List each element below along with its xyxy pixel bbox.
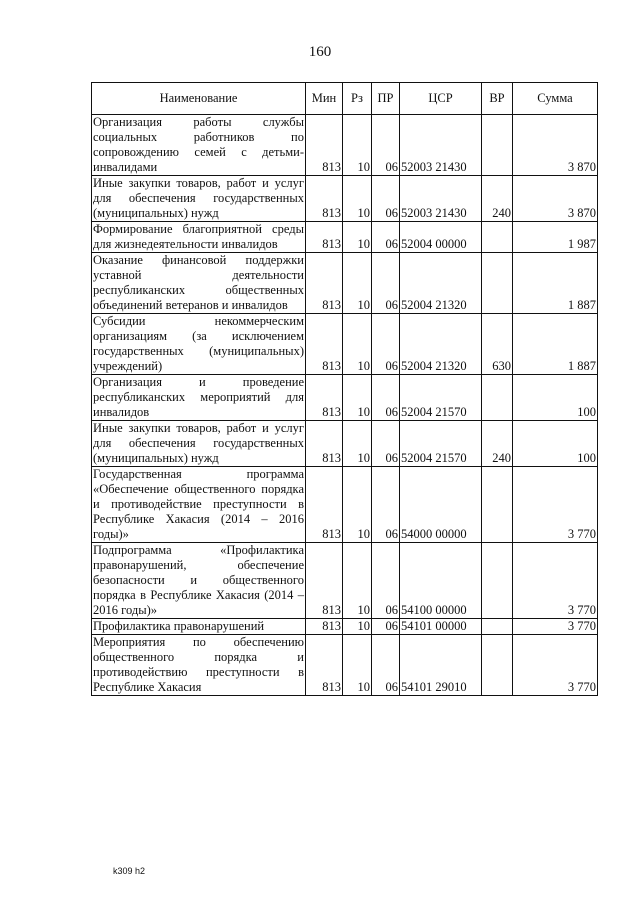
header-sum: Сумма: [513, 83, 598, 115]
row-min: 813: [306, 619, 343, 635]
row-csr: 54101 00000: [400, 619, 482, 635]
table-row: [92, 467, 598, 543]
table-row: [92, 635, 598, 696]
header-min: Мин: [306, 83, 343, 115]
row-name: Иные закупки товаров, работ и услуг для обеспечения государственных (муниципальных) нужд: [93, 421, 304, 465]
row-min: 813: [306, 543, 343, 619]
row-name: Иные закупки товаров, работ и услуг для обеспечения государственных (муниципальных) нужд: [93, 176, 304, 220]
page-number: 160: [308, 44, 332, 60]
row-rz: 10: [343, 314, 372, 375]
row-name: Профилактика правонарушений: [92, 619, 306, 635]
row-pr: 06: [372, 253, 400, 314]
row-name: Мероприятия по обеспечению общественного порядка и противодействию преступности в Республике Хакасия: [93, 635, 304, 694]
row-pr: 06: [372, 314, 400, 375]
row-rz: 10: [343, 467, 372, 543]
row-min: 813: [306, 314, 343, 375]
table-row: [92, 619, 598, 635]
row-min: 813: [306, 375, 343, 421]
row-csr: 52004 21320: [400, 253, 482, 314]
row-pr: 06: [372, 635, 400, 696]
table-row: [92, 421, 598, 467]
row-vr: [482, 619, 513, 635]
row-vr: 240: [482, 421, 513, 467]
row-sum: 100: [513, 375, 598, 421]
row-pr: 06: [372, 176, 400, 222]
row-min: 813: [306, 176, 343, 222]
row-csr: 52004 21570: [400, 375, 482, 421]
budget-table: [91, 82, 598, 696]
row-name: Государственная программа «Обеспечение общественного порядка и противодействие преступности в Республике Хакасия (2014 – 2016 годы)»: [93, 467, 304, 541]
row-name: Оказание финансовой поддержки уставной деятельности республиканских общественных объединений ветеранов и инвалидов: [93, 253, 304, 312]
row-min: 813: [306, 467, 343, 543]
header-csr: ЦСР: [400, 83, 482, 115]
row-rz: 10: [343, 176, 372, 222]
header-row: [92, 83, 598, 115]
footer-code: k309 h2: [113, 866, 146, 876]
row-csr: 52003 21430: [400, 115, 482, 176]
row-rz: 10: [343, 421, 372, 467]
row-vr: [482, 115, 513, 176]
row-csr: 52004 21320: [400, 314, 482, 375]
row-pr: 06: [372, 375, 400, 421]
row-min: 813: [306, 115, 343, 176]
header-pr: ПР: [372, 83, 400, 115]
row-sum: 1 887: [513, 314, 598, 375]
row-vr: [482, 375, 513, 421]
row-vr: [482, 635, 513, 696]
row-csr: 52003 21430: [400, 176, 482, 222]
row-min: 813: [306, 421, 343, 467]
row-name: Формирование благоприятной среды для жизнедеятельности инвалидов: [93, 222, 304, 251]
row-csr: 52004 00000: [400, 222, 482, 253]
row-min: 813: [306, 253, 343, 314]
table-row: [92, 543, 598, 619]
row-sum: 1 887: [513, 253, 598, 314]
row-rz: 10: [343, 115, 372, 176]
row-sum: 3 870: [513, 176, 598, 222]
row-vr: 630: [482, 314, 513, 375]
table-row: [92, 375, 598, 421]
row-pr: 06: [372, 115, 400, 176]
row-sum: 100: [513, 421, 598, 467]
row-csr: 52004 21570: [400, 421, 482, 467]
row-rz: 10: [343, 619, 372, 635]
row-sum: 3 870: [513, 115, 598, 176]
row-csr: 54000 00000: [400, 467, 482, 543]
row-rz: 10: [343, 635, 372, 696]
row-name: Организация работы службы социальных работников по сопровождению семей с детьми-инвалидами: [93, 115, 304, 174]
table-row: [92, 222, 598, 253]
row-sum: 3 770: [513, 635, 598, 696]
table-row: [92, 314, 598, 375]
row-sum: 3 770: [513, 467, 598, 543]
row-pr: 06: [372, 421, 400, 467]
row-min: 813: [306, 222, 343, 253]
table-row: [92, 176, 598, 222]
row-pr: 06: [372, 543, 400, 619]
row-rz: 10: [343, 253, 372, 314]
row-pr: 06: [372, 222, 400, 253]
row-vr: [482, 253, 513, 314]
row-sum: 1 987: [513, 222, 598, 253]
table-row: [92, 253, 598, 314]
row-vr: [482, 467, 513, 543]
row-rz: 10: [343, 543, 372, 619]
row-name: Подпрограмма «Профилактика правонарушений, обеспечение безопасности и общественного порядка в Республике Хакасия (2014 – 2016 годы)»: [93, 543, 304, 617]
row-min: 813: [306, 635, 343, 696]
row-vr: 240: [482, 176, 513, 222]
row-rz: 10: [343, 375, 372, 421]
row-csr: 54100 00000: [400, 543, 482, 619]
header-vr: ВР: [482, 83, 513, 115]
header-rz: Рз: [343, 83, 372, 115]
row-name: Субсидии некоммерческим организациям (за исключением государственных (муниципальных) учреждений): [93, 314, 304, 373]
table-row: [92, 115, 598, 176]
row-rz: 10: [343, 222, 372, 253]
row-pr: 06: [372, 467, 400, 543]
row-pr: 06: [372, 619, 400, 635]
row-sum: 3 770: [513, 619, 598, 635]
row-vr: [482, 543, 513, 619]
row-vr: [482, 222, 513, 253]
header-name: Наименование: [92, 83, 306, 115]
row-name: Организация и проведение республиканских мероприятий для инвалидов: [93, 375, 304, 419]
row-sum: 3 770: [513, 543, 598, 619]
row-csr: 54101 29010: [400, 635, 482, 696]
